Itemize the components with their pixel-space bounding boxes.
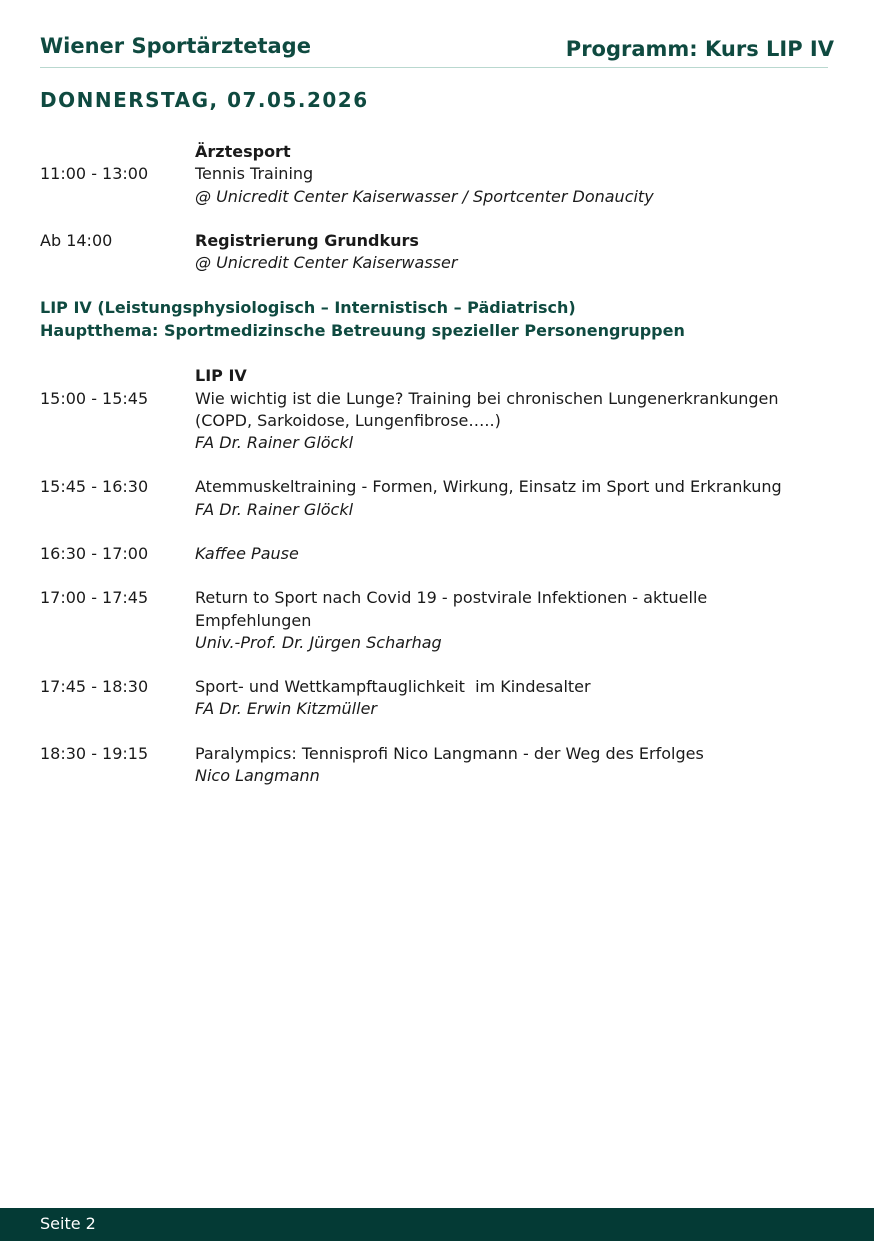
session-speaker: FA Dr. Erwin Kitzmüller [195,699,377,718]
program-label: LIP IV [195,366,247,385]
block-location: @ Unicredit Center Kaiserwasser [195,253,458,272]
session-time: 15:00 - 15:45 [40,389,149,408]
session-speaker: FA Dr. Rainer Glöckl [195,433,354,452]
coffee-break: Kaffee Pause [195,544,299,563]
session-title: Sport- und Wettkampftauglichkeit im Kindesalter [195,677,591,696]
session-speaker: Nico Langmann [195,766,320,785]
program-title: Programm: Kurs LIP IV [565,37,834,61]
section-heading: LIP IV (Leistungsphysiologisch – Internistisch – Pädiatrisch) [40,298,576,317]
session-title: Atemmuskeltraining - Formen, Wirkung, Einsatz im Sport und Erkrankung [195,477,782,496]
block-time: Ab 14:00 [40,231,113,250]
block-title: Tennis Training [195,164,314,183]
session-title: Paralympics: Tennisprofi Nico Langmann - der Weg des Erfolges [195,744,704,763]
session-speaker: FA Dr. Rainer Glöckl [195,500,354,519]
session-time: 17:00 - 17:45 [40,588,149,607]
session-title-cont: (COPD, Sarkoidose, Lungenfibrose…..) [195,411,501,430]
session-speaker: Univ.-Prof. Dr. Jürgen Scharhag [195,633,442,652]
page-number: Seite 2 [40,1214,96,1233]
day-heading: DONNERSTAG, 07.05.2026 [40,88,369,112]
block-title: Registrierung Grundkurs [195,231,419,250]
header-divider [40,67,828,68]
block-time: 11:00 - 13:00 [40,164,149,183]
block-category: Ärztesport [195,142,291,161]
header-title: Wiener Sportärztetage [40,34,311,58]
session-time: 17:45 - 18:30 [40,677,149,696]
session-time: 16:30 - 17:00 [40,544,149,563]
session-time: 18:30 - 19:15 [40,744,149,763]
section-subheading: Hauptthema: Sportmedizinsche Betreuung spezieller Personengruppen [40,321,685,340]
page-footer [0,1208,874,1241]
session-title-cont: Empfehlungen [195,611,312,630]
session-title: Wie wichtig ist die Lunge? Training bei chronischen Lungenerkrankungen [195,389,779,408]
block-location: @ Unicredit Center Kaiserwasser / Sportcenter Donaucity [195,187,654,206]
session-title: Return to Sport nach Covid 19 - postvirale Infektionen - aktuelle [195,588,708,607]
session-time: 15:45 - 16:30 [40,477,149,496]
